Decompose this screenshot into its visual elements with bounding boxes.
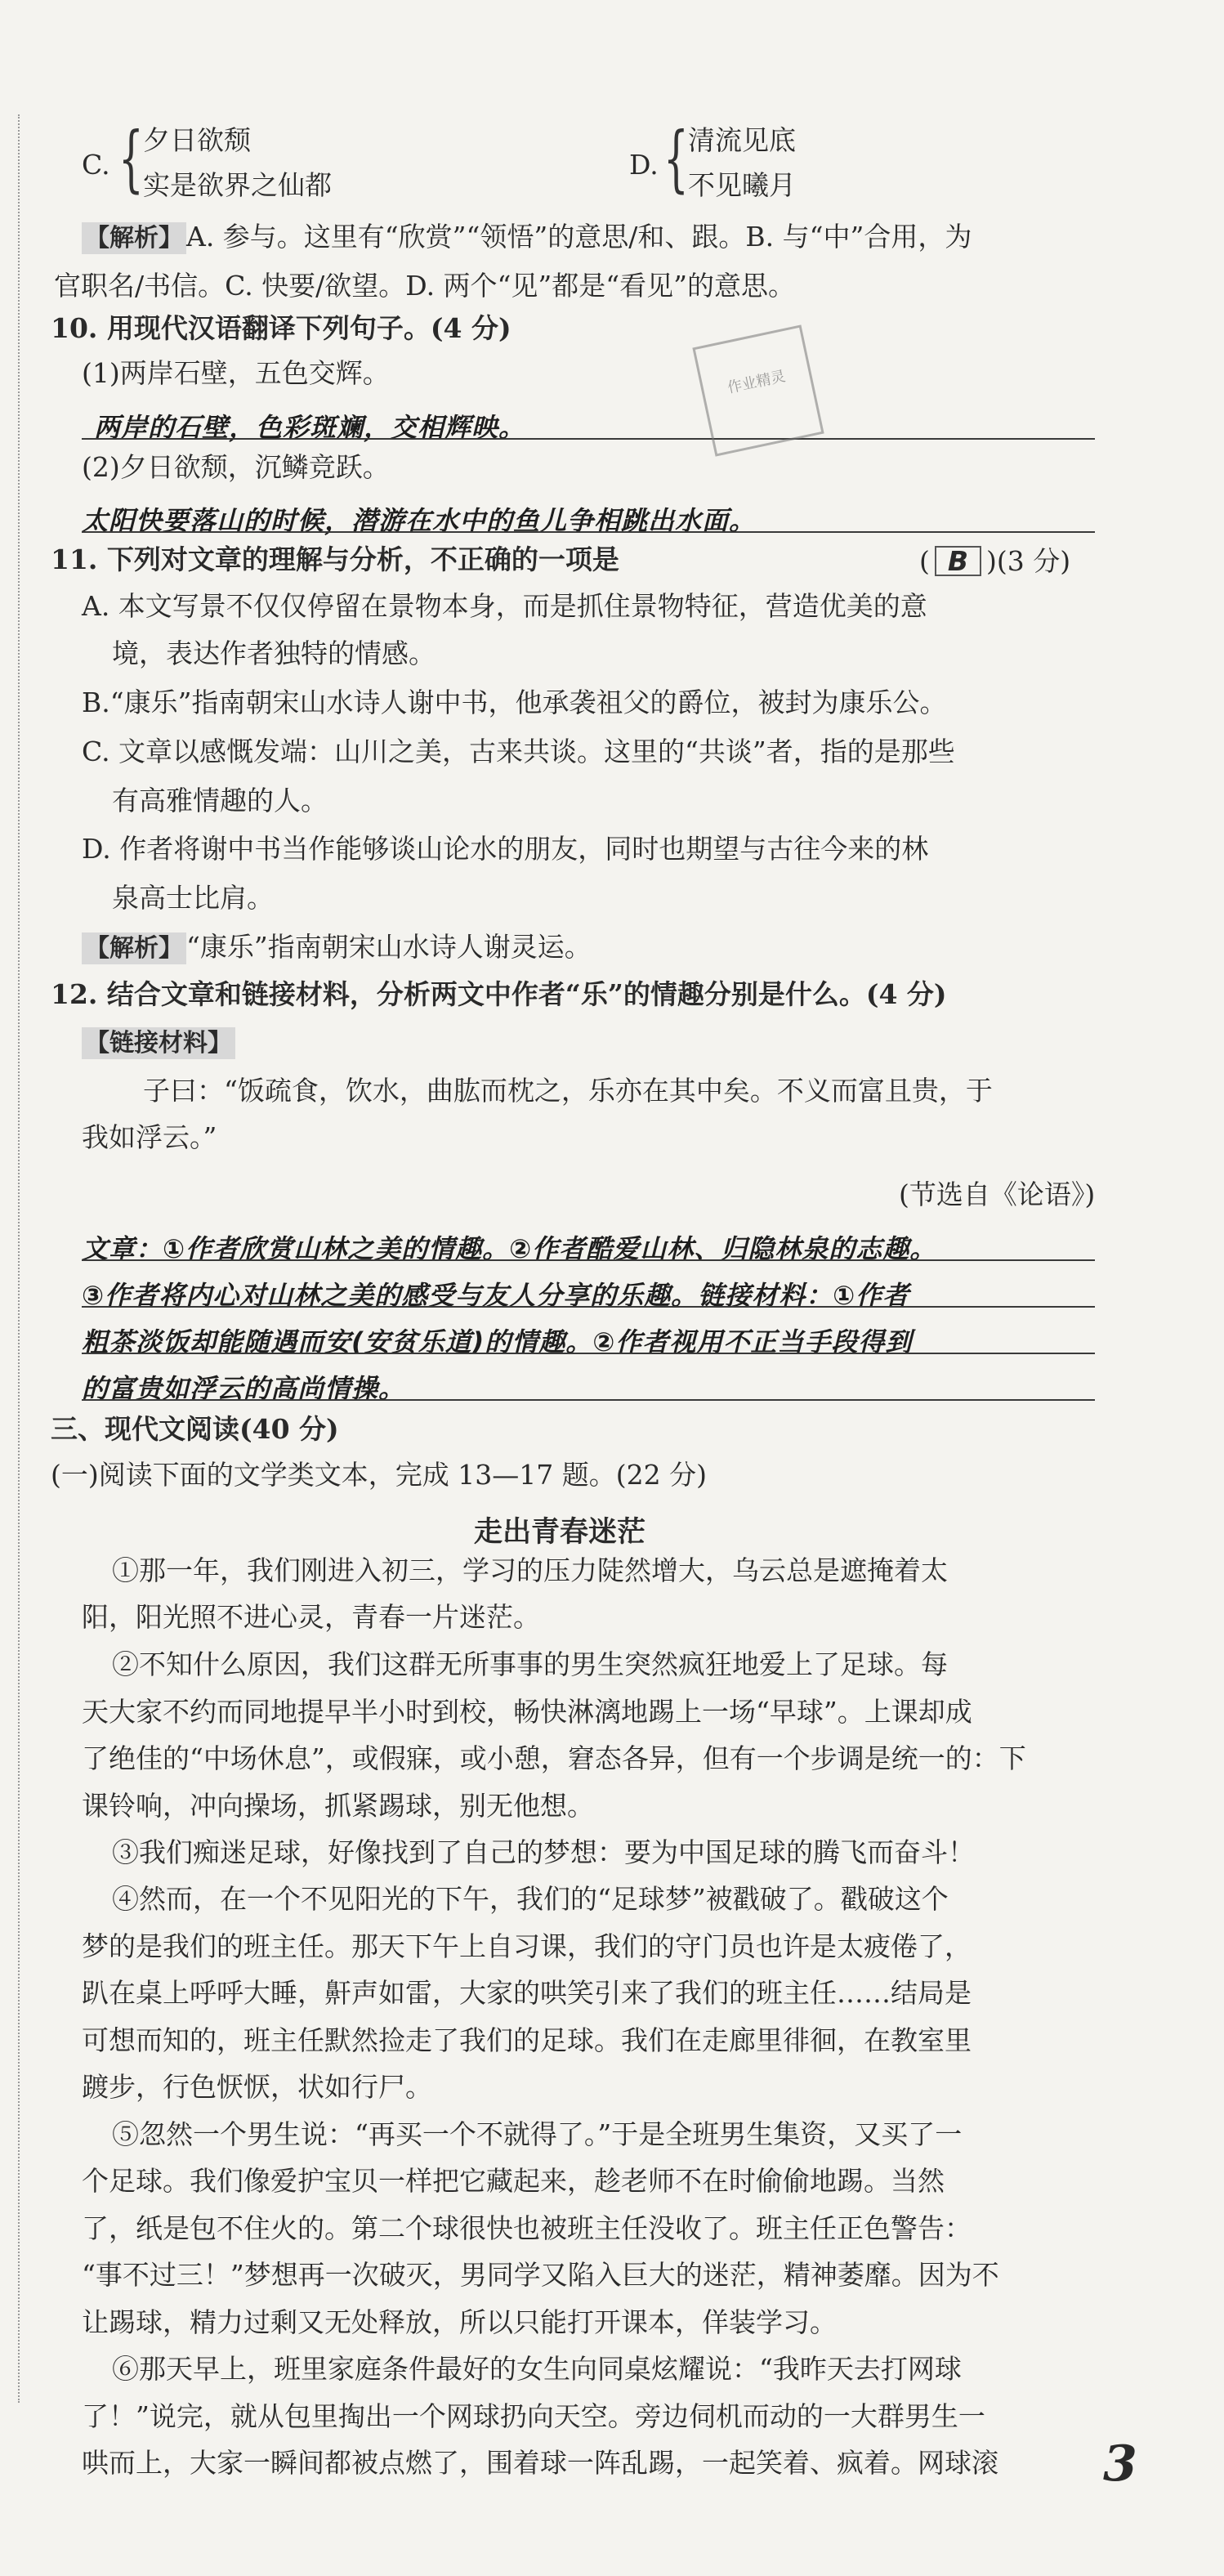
option-d-line1: 清流见底 — [688, 124, 796, 156]
binding-margin-dots — [18, 114, 20, 2403]
analysis-label: 【解析】 — [82, 932, 186, 964]
q12-stem: 12. 结合文章和链接材料，分析两文中作者“乐”的情趣分别是什么。(4 分) — [51, 978, 947, 1010]
article-line: ③我们痴迷足球，好像找到了自己的梦想：要为中国足球的腾飞而奋斗！ — [112, 1836, 975, 1868]
watermark-stamp — [692, 324, 824, 456]
option-d-line2: 不见曦月 — [688, 169, 796, 201]
analysis-label: 【解析】 — [82, 222, 186, 254]
q11-line: A. 本文写景不仅仅停留在景物本身，而是抓住景物特征，营造优美的意 — [82, 590, 927, 622]
article-line: 阳，阳光照不进心灵，青春一片迷茫。 — [82, 1601, 540, 1633]
article-line: 了！”说完，就从包里掏出一个网球扔向天空。旁边伺机而动的一大群男生一 — [82, 2400, 985, 2432]
option-c-label: C. — [82, 149, 110, 181]
article-title: 走出青春迷茫 — [474, 1516, 646, 1549]
article-line: 哄而上，大家一瞬间都被点燃了，围着球一阵乱踢，一起笑着、疯着。网球滚 — [82, 2447, 998, 2479]
article-line: 了，纸是包不住火的。第二个球很快也被班主任没收了。班主任正色警告： — [82, 2212, 972, 2244]
article-line: 趴在桌上呼呼大睡，鼾声如雷，大家的哄笑引来了我们的班主任……结局是 — [82, 1977, 972, 2009]
page-number: 3 — [1103, 2435, 1137, 2493]
q10-answer1: 两岸的石壁，色彩斑斓，交相辉映。 — [94, 412, 526, 443]
q11-stem: 11. 下列对文章的理解与分析，不正确的一项是 — [51, 543, 619, 575]
q11-line: D. 作者将谢中书当作能够谈山论水的朋友，同时也期望与古往今来的林 — [82, 833, 929, 865]
option-d-label: D. — [629, 149, 659, 181]
article-line: 个足球。我们像爱护宝贝一样把它藏起来，趁老师不在时偷偷地踢。当然 — [82, 2165, 945, 2197]
article-line: 踱步，行色恹恹，状如行尸。 — [82, 2071, 432, 2103]
article-line: 可想而知的，班主任默然捡走了我们的足球。我们在走廊里徘徊，在教室里 — [82, 2024, 972, 2056]
option-c-line2: 实是欲界之仙都 — [143, 169, 332, 201]
link-material-label-text: 【链接材料】 — [82, 1027, 235, 1059]
q12-answer-line: 的富贵如浮云的高尚情操。 — [82, 1373, 406, 1404]
q11-answer-box: B — [935, 546, 981, 576]
q11-line: 有高雅情趣的人。 — [112, 785, 328, 816]
q12-answer-line: 粗茶淡饭却能随遇而安(安贫乐道)的情趣。②作者视用不正当手段得到 — [82, 1326, 913, 1357]
article-line: 让踢球，精力过剩又无处释放，所以只能打开课本，佯装学习。 — [82, 2306, 837, 2338]
article-line: “事不过三！”梦想再一次破灭，男同学又陷入巨大的迷茫，精神萎靡。因为不 — [82, 2259, 999, 2291]
article-line: ⑤忽然一个男生说：“再买一个不就得了。”于是全班男生集资，又买了一 — [112, 2118, 963, 2150]
stamp-text: 作业精灵 — [726, 367, 788, 397]
q11-score: (3 分) — [996, 545, 1071, 577]
brace-c: { — [118, 116, 144, 200]
q12-answer-line: 文章：①作者欣赏山林之美的情趣。②作者酷爱山林、归隐林泉的志趣。 — [82, 1233, 937, 1264]
article-line: 课铃响，冲向操场，抓紧踢球，别无他想。 — [82, 1790, 594, 1822]
q9-analysis-line2: 官职名/书信。C. 快要/欲望。D. 两个“见”都是“看见”的意思。 — [54, 270, 796, 302]
q11-line: B.“康乐”指南朝宋山水诗人谢中书，他承袭祖父的爵位，被封为康乐公。 — [82, 686, 947, 718]
q11-answer-area: ( B )(3 分) — [919, 545, 1071, 577]
q11-analysis — [82, 933, 592, 961]
article-line: 梦的是我们的班主任。那天下午上自习课，我们的守门员也许是太疲倦了， — [82, 1930, 972, 1962]
answer-line — [82, 1306, 1095, 1308]
answer-line — [82, 1353, 1095, 1354]
q11-line: 境，表达作者独特的情感。 — [112, 637, 436, 669]
answer-line — [82, 1399, 1095, 1401]
article-line: ①那一年，我们刚进入初三，学习的压力陡然增大，乌云总是遮掩着太 — [112, 1554, 948, 1586]
quote-line1: 子曰：“饭疏食，饮水，曲肱而枕之，乐亦在其中矣。不义而富且贵，于 — [143, 1075, 993, 1107]
option-c-line1: 夕日欲颓 — [143, 124, 251, 156]
answer-line — [82, 531, 1095, 533]
q11-line: 泉高士比肩。 — [112, 882, 274, 914]
q11-line: C. 文章以感慨发端：山川之美，古来共谈。这里的“共谈”者，指的是那些 — [82, 736, 955, 767]
q10-sentence1: (1)两岸石壁，五色交辉。 — [82, 357, 390, 389]
q9-analysis-text1: A. 参与。这里有“欣赏”“领悟”的意思/和、跟。B. 与“中”合用，为 — [186, 221, 972, 253]
article-line: ⑥那天早上，班里家庭条件最好的女生向同桌炫耀说：“我昨天去打网球 — [112, 2353, 962, 2385]
link-material-label — [82, 1028, 235, 1056]
q12-answer-line: ③作者将内心对山林之美的感受与友人分享的乐趣。链接材料：①作者 — [82, 1280, 910, 1311]
section3-sub: (一)阅读下面的文学类文本，完成 13—17 题。(22 分) — [51, 1459, 707, 1491]
q10-sentence2: (2)夕日欲颓，沉鳞竞跃。 — [82, 451, 390, 483]
answer-line — [82, 1259, 1095, 1261]
article-line: 了绝佳的“中场休息”，或假寐，或小憩，窘态各异，但有一个步调是统一的：下 — [82, 1742, 1026, 1774]
article-line: ④然而，在一个不见阳光的下午，我们的“足球梦”被戳破了。戳破这个 — [112, 1883, 949, 1915]
article-line: 天大家不约而同地提早半小时到校，畅快淋漓地踢上一场“早球”。上课却成 — [82, 1696, 972, 1728]
q10-stem: 10. 用现代汉语翻译下列句子。(4 分) — [51, 312, 511, 344]
q9-analysis-line1 — [82, 223, 972, 251]
section3-heading: 三、现代文阅读(40 分) — [51, 1413, 339, 1445]
brace-d: { — [663, 116, 689, 200]
article-line: ②不知什么原因，我们这群无所事事的男生突然疯狂地爱上了足球。每 — [112, 1648, 948, 1680]
q10-answer2: 太阳快要落山的时候，潜游在水中的鱼儿争相跳出水面。 — [82, 505, 757, 536]
quote-line2: 我如浮云。” — [82, 1121, 217, 1153]
quote-source: (节选自《论语》) — [899, 1178, 1096, 1210]
answer-line — [82, 438, 1095, 440]
q11-analysis-text: “康乐”指南朝宋山水诗人谢灵运。 — [186, 931, 592, 963]
